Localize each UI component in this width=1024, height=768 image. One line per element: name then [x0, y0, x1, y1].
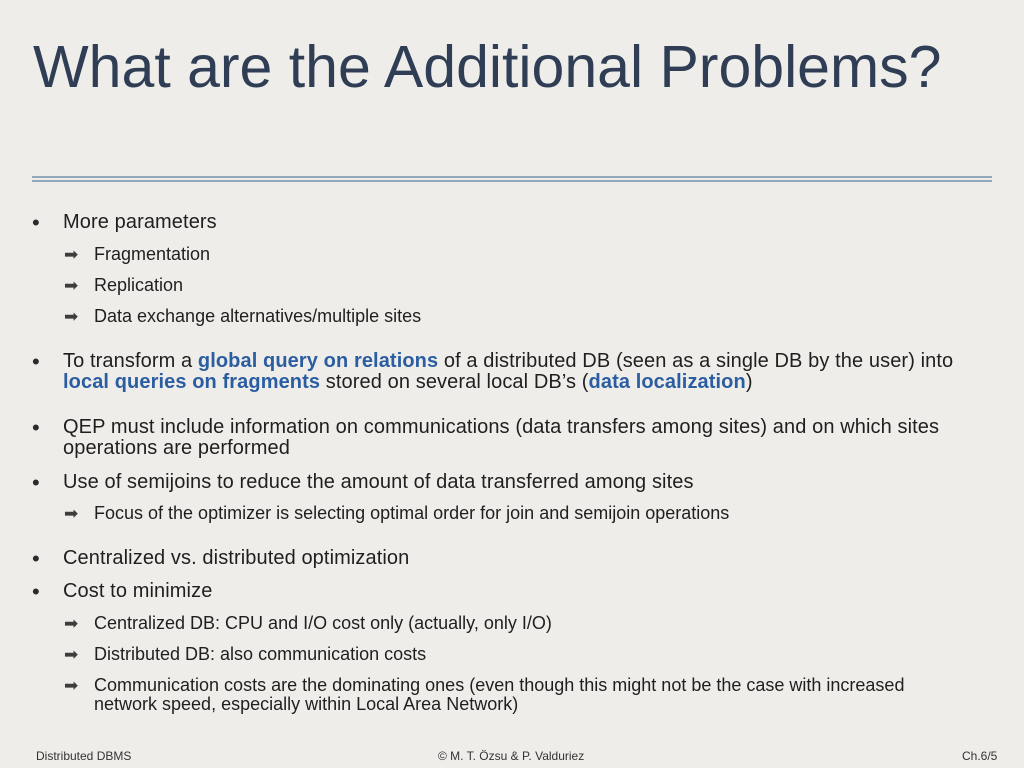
bullet-dot-icon: •: [32, 415, 40, 440]
sub-bullet-text: Communication costs are the dominating ones (even though this might not be the case with increased network speed, especially within Local Area Network): [94, 675, 905, 714]
title-divider-bottom: [32, 180, 992, 182]
text-run: stored on several local DB’s (: [320, 371, 589, 393]
slide-title: What are the Additional Problems?: [33, 34, 942, 100]
bullet-dot-icon: •: [32, 470, 40, 495]
text-run: To transform a: [63, 350, 198, 372]
highlight-global-query: global query on relations: [197, 350, 439, 372]
sub-bullet-text: Replication: [94, 275, 184, 295]
sub-bullet-text: Fragmentation: [94, 244, 211, 264]
bullet-text: More parameters: [63, 211, 217, 233]
footer-course: Distributed DBMS: [36, 749, 132, 763]
arrow-right-icon: ➡: [64, 307, 79, 326]
arrow-right-icon: ➡: [64, 614, 79, 633]
bullet-text: Cost to minimize: [63, 580, 213, 602]
sub-bullet-text: Centralized DB: CPU and I/O cost only (actually, only I/O): [94, 613, 552, 633]
bullet-text: Centralized vs. distributed optimization: [63, 547, 410, 569]
highlight-data-localization: data localization: [588, 371, 746, 393]
bullet-dot-icon: •: [32, 546, 40, 571]
text-run: of a distributed DB (seen as a single DB by the user) into: [438, 350, 954, 372]
bullet-dot-icon: •: [32, 579, 40, 604]
bullet-dot-icon: •: [32, 210, 40, 235]
arrow-right-icon: ➡: [64, 245, 79, 264]
title-divider-top: [32, 176, 992, 178]
footer-copyright: © M. T. Özsu & P. Valduriez: [438, 749, 585, 763]
bullet-dot-icon: •: [32, 349, 40, 374]
bullet-text: QEP must include information on communications (data transfers among sites) and on which sites operations are performed: [63, 416, 940, 459]
bullet-text: Use of semijoins to reduce the amount of data transferred among sites: [63, 471, 694, 493]
sub-bullet-text: Data exchange alternatives/multiple sites: [94, 306, 422, 326]
footer-page-number: Ch.6/5: [962, 749, 998, 763]
arrow-right-icon: ➡: [64, 645, 79, 664]
arrow-right-icon: ➡: [64, 276, 79, 295]
highlight-local-queries: local queries on fragments: [63, 371, 321, 393]
arrow-right-icon: ➡: [64, 676, 79, 695]
bullet-text: [63, 351, 963, 393]
sub-bullet-text: Focus of the optimizer is selecting optimal order for join and semijoin operations: [94, 503, 730, 523]
sub-bullet-text: Distributed DB: also communication costs: [94, 644, 427, 664]
text-run: ): [745, 371, 753, 393]
arrow-right-icon: ➡: [64, 504, 79, 523]
